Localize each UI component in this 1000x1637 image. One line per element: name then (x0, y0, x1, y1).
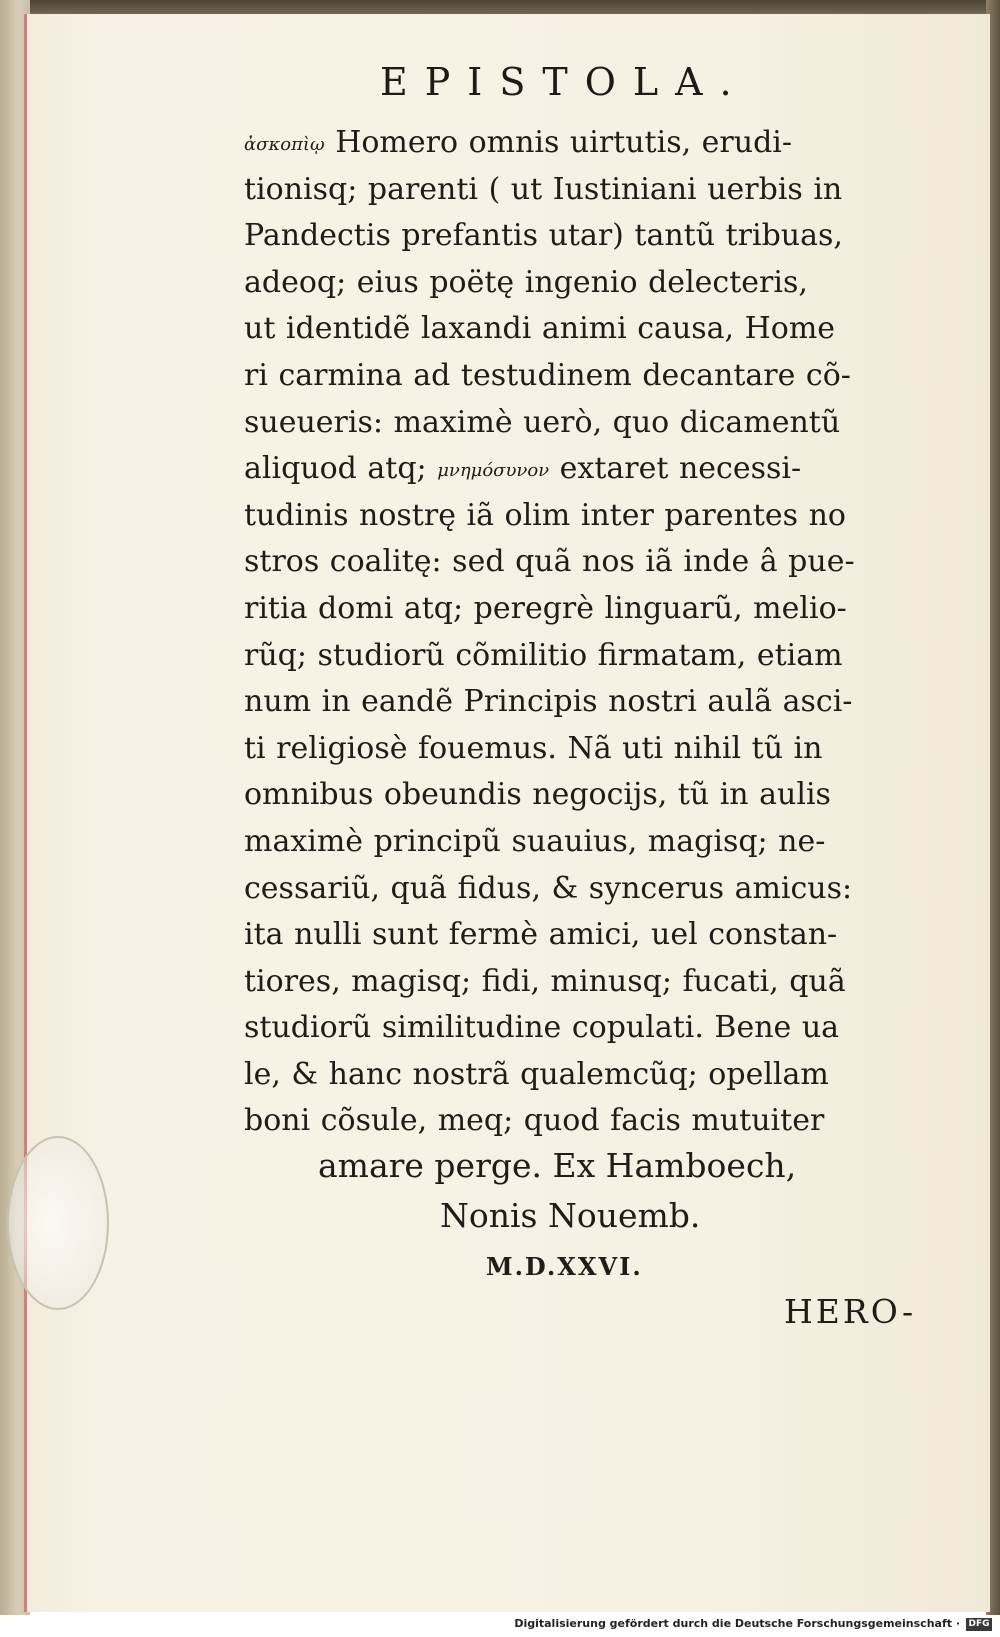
line-text: le, & hanc nostrã qualemcũq; opellam (244, 1056, 829, 1092)
year-line: M.D.XXVI. (486, 1252, 643, 1281)
line-text: stros coalitę: sed quã nos iã inde â pue- (244, 544, 855, 580)
text-line (244, 400, 944, 447)
text-line (244, 446, 944, 493)
line-text: ita nulli sunt fermè amici, uel constan- (244, 917, 838, 953)
text-line (244, 1052, 944, 1099)
line-text: extaret necessi- (559, 451, 802, 487)
line-text: num in eandẽ Principis nostri aulã asci- (244, 684, 853, 720)
closing-salutation: amare perge. Ex Hamboech, (318, 1146, 797, 1185)
page-header: EPISTOLA. (380, 60, 749, 104)
line-text: maximè principũ suauius, magisq; ne- (244, 823, 826, 859)
text-line (244, 120, 944, 167)
text-line (244, 167, 944, 214)
line-text: ri carmina ad testudinem decantare cõ- (244, 357, 851, 393)
text-line (244, 866, 944, 913)
text-line (244, 772, 944, 819)
line-text: rũq; studiorũ cõmilitio firmatam, etiam (244, 637, 843, 673)
text-line (244, 633, 944, 680)
line-text: studiorũ similitudine copulati. Bene ua (244, 1010, 840, 1046)
line-text: omnibus obeundis negocijs, tũ in aulis (244, 777, 831, 813)
line-text: ti religiosè fouemus. Nã uti nihil tũ in (244, 730, 823, 766)
text-line (244, 260, 944, 307)
line-text: tionisq; parenti ( ut Iustiniani uerbis in (244, 171, 843, 207)
text-line (244, 493, 944, 540)
text-line (244, 586, 944, 633)
line-text: tiores, magisq; fidi, minusq; fucati, quã (244, 963, 846, 999)
text-line (244, 912, 944, 959)
greek-word: μνημόσυνον (437, 460, 550, 482)
footer-credit: Digitalisierung gefördert durch die Deutsche Forschungsgemeinschaft · (514, 1617, 960, 1630)
line-text: ut identidẽ laxandi animi causa, Home (244, 311, 836, 347)
line-text: boni cõsule, meq; quod facis mutuiter (244, 1103, 825, 1139)
greek-word: ἀσκοπὶῳ (244, 134, 325, 155)
line-text: ritia domi atq; peregrè linguarũ, melio- (244, 590, 847, 626)
text-line (244, 306, 944, 353)
text-line (244, 353, 944, 400)
letter-body (244, 120, 944, 1145)
line-text: adeoq; eius poëtę ingenio delecteris, (244, 264, 808, 300)
text-line (244, 539, 944, 586)
line-text: sueueris: maximè uerò, quo dicamentũ (244, 404, 841, 440)
text-line (244, 726, 944, 773)
closing-date-line: Nonis Nouemb. (440, 1196, 701, 1235)
text-line (244, 819, 944, 866)
line-text: Homero omnis uirtutis, erudi- (335, 125, 793, 160)
text-line (244, 213, 944, 260)
page-clip (7, 1136, 109, 1310)
dfg-logo-icon: DFG (966, 1618, 992, 1631)
text-line (244, 1098, 944, 1145)
catchword: HERO- (784, 1292, 917, 1331)
text-line (244, 959, 944, 1006)
text-line (244, 679, 944, 726)
line-text: aliquod atq; (244, 451, 427, 487)
line-text: cessariũ, quã fidus, & syncerus amicus: (244, 870, 853, 906)
line-text: Pandectis prefantis utar) tantũ tribuas, (244, 218, 843, 254)
line-text: tudinis nostrę iã olim inter parentes no (244, 497, 846, 533)
text-line (244, 1005, 944, 1052)
